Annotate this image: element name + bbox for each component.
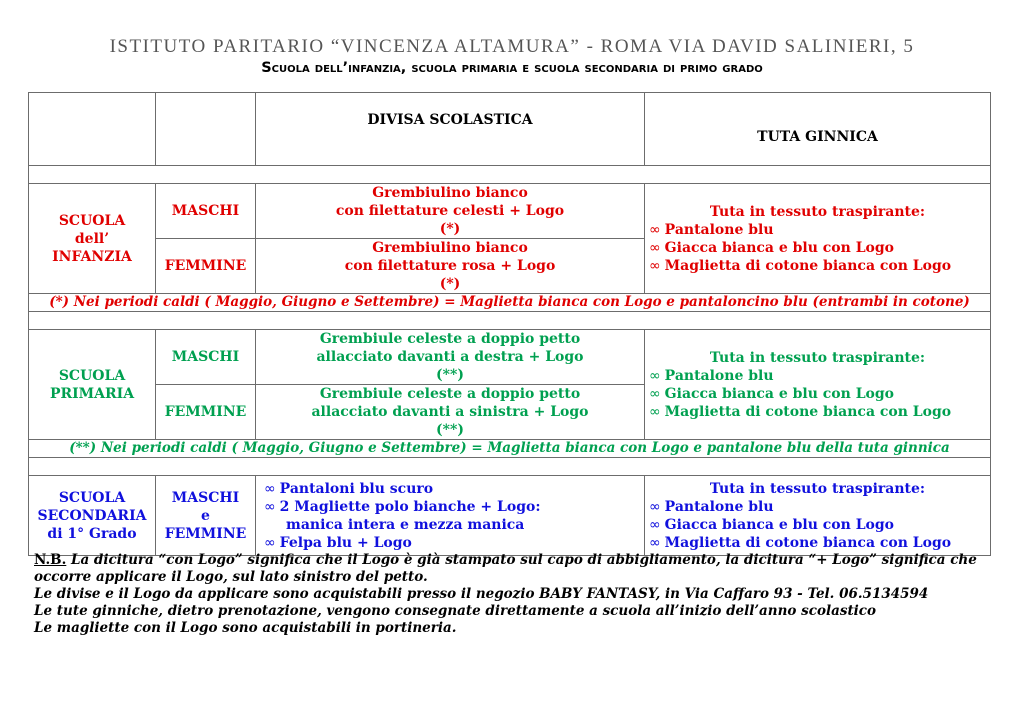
footnote-line: Le tute ginniche, dietro prenotazione, vengono consegnate direttamente a scuola all’inizio dell’anno scolastico — [34, 603, 877, 619]
document-title: ISTITUTO PARITARIO “VINCENZA ALTAMURA” - ROMA VIA DAVID SALINIERI, 5 — [109, 36, 915, 57]
bullet-icon: ∞ — [649, 221, 661, 238]
tuta-item-text: Maglietta di cotone bianca con Logo — [664, 257, 952, 274]
gender-femmine: FEMMINE — [156, 239, 256, 294]
tuta-title: Tuta in tessuto traspirante: — [709, 480, 926, 497]
empty-header-cell — [156, 93, 256, 166]
gender-label: FEMMINE — [164, 525, 247, 542]
tuta-primaria — [645, 330, 991, 440]
divisa-infanzia-maschi — [256, 184, 645, 239]
tuta-item-text: Pantalone blu — [664, 498, 774, 515]
school-label: SECONDARIA — [37, 507, 147, 524]
school-label: PRIMARIA — [49, 385, 135, 402]
divisa-subitem: manica intera e mezza manica — [286, 516, 525, 533]
footnote-line: occorre applicare il Logo, sul lato sinistro del petto. — [34, 569, 428, 585]
footnote-line: Le magliette con il Logo sono acquistabili in portineria. — [34, 620, 457, 636]
gender-label: e — [201, 507, 210, 524]
table-row — [29, 330, 991, 385]
tuta-item — [649, 498, 986, 516]
tuta-item — [649, 534, 986, 552]
tuta-title: Tuta in tessuto traspirante: — [709, 203, 926, 220]
divisa-line: (**) — [436, 367, 464, 383]
tuta-title: Tuta in tessuto traspirante: — [709, 349, 926, 366]
divisa-infanzia-femmine — [256, 239, 645, 294]
tuta-item — [649, 257, 986, 275]
divisa-line: con filettature celesti + Logo — [335, 203, 565, 219]
tuta-item-text: Maglietta di cotone bianca con Logo — [664, 403, 952, 420]
divisa-line: Grembiulino bianco — [372, 185, 528, 201]
spacer-row — [29, 458, 991, 476]
table-header-row — [29, 93, 991, 166]
school-infanzia — [29, 184, 156, 294]
divisa-item — [264, 498, 640, 516]
tuta-item-text: Giacca bianca e blu con Logo — [664, 516, 895, 533]
divisa-item-text: Pantaloni blu scuro — [279, 480, 434, 497]
col-header-divisa: DIVISA SCOLASTICA — [256, 93, 645, 166]
tuta-item-text: Pantalone blu — [664, 221, 774, 238]
divisa-line: Grembiule celeste a doppio petto — [319, 386, 581, 402]
bullet-icon: ∞ — [649, 498, 661, 515]
bullet-icon: ∞ — [649, 257, 661, 274]
school-label: dell’ — [74, 230, 110, 247]
col-header-tuta: TUTA GINNICA — [645, 93, 991, 166]
gender-label: MASCHI — [171, 489, 240, 506]
tuta-item — [649, 221, 986, 239]
footnote-line: Le divise e il Logo da applicare sono acquistabili presso il negozio BABY FANTASY, in Via Caffaro 93 - Tel. 06.5134594 — [34, 586, 929, 602]
spacer-row — [29, 312, 991, 330]
tuta-item — [649, 385, 986, 403]
divisa-line: con filettature rosa + Logo — [344, 258, 556, 274]
uniform-table — [28, 92, 991, 556]
gender-maschi: MASCHI — [156, 184, 256, 239]
bullet-icon: ∞ — [649, 367, 661, 384]
bullet-icon: ∞ — [649, 239, 661, 256]
divisa-item-text: 2 Magliette polo bianche + Logo: — [279, 498, 541, 515]
note-primaria: (**) Nei periodi caldi ( Maggio, Giugno e Settembre) = Maglietta bianca con Logo e pantalone blu della tuta ginnica — [29, 440, 991, 458]
bullet-icon: ∞ — [264, 498, 276, 515]
divisa-line: allacciato davanti a destra + Logo — [316, 349, 584, 365]
tuta-item-text: Giacca bianca e blu con Logo — [664, 239, 895, 256]
tuta-item — [649, 367, 986, 385]
document-subtitle: Scuola dell’infanzia, scuola primaria e scuola secondaria di primo grado — [261, 60, 763, 76]
divisa-secondaria — [256, 476, 645, 556]
tuta-infanzia — [645, 184, 991, 294]
footnote-line — [34, 552, 1004, 569]
bullet-icon: ∞ — [264, 534, 276, 551]
divisa-item-text: Felpa blu + Logo — [279, 534, 412, 551]
footnote-text: La dicitura “con Logo” significa che il Logo è già stampato sul capo di abbigliamento, la dicitura “+ Logo” significa che — [66, 552, 977, 568]
divisa-line: (*) — [439, 276, 461, 292]
divisa-line: (**) — [436, 422, 464, 438]
school-label: SCUOLA — [58, 212, 126, 229]
tuta-secondaria — [645, 476, 991, 556]
school-primaria — [29, 330, 156, 440]
footnotes — [34, 552, 1004, 637]
nb-label: N.B. — [34, 552, 67, 568]
divisa-primaria-femmine — [256, 385, 645, 440]
school-label: INFANZIA — [52, 248, 132, 265]
empty-header-cell — [29, 93, 156, 166]
tuta-item-text: Pantalone blu — [664, 367, 774, 384]
note-infanzia: (*) Nei periodi caldi ( Maggio, Giugno e Settembre) = Maglietta bianca con Logo e pantaloncino blu (entrambi in cotone) — [29, 294, 991, 312]
divisa-line: (*) — [439, 221, 461, 237]
spacer-row — [29, 166, 991, 184]
school-label: di 1° Grado — [47, 525, 137, 542]
tuta-item-text: Maglietta di cotone bianca con Logo — [664, 534, 952, 551]
school-label: SCUOLA — [58, 489, 126, 506]
bullet-icon: ∞ — [649, 385, 661, 402]
tuta-item — [649, 403, 986, 421]
table-row — [29, 184, 991, 239]
divisa-line: Grembiulino bianco — [372, 240, 528, 256]
divisa-primaria-maschi — [256, 330, 645, 385]
divisa-item — [264, 480, 640, 498]
table-row — [29, 476, 991, 556]
divisa-line: Grembiule celeste a doppio petto — [319, 331, 581, 347]
bullet-icon: ∞ — [649, 403, 661, 420]
bullet-icon: ∞ — [649, 516, 661, 533]
divisa-line: allacciato davanti a sinistra + Logo — [311, 404, 589, 420]
gender-femmine: FEMMINE — [156, 385, 256, 440]
bullet-icon: ∞ — [264, 480, 276, 497]
tuta-item-text: Giacca bianca e blu con Logo — [664, 385, 895, 402]
tuta-item — [649, 516, 986, 534]
gender-maschi-femmine — [156, 476, 256, 556]
school-secondaria — [29, 476, 156, 556]
gender-maschi: MASCHI — [156, 330, 256, 385]
tuta-item — [649, 239, 986, 257]
bullet-icon: ∞ — [649, 534, 661, 551]
divisa-item — [264, 534, 640, 552]
school-label: SCUOLA — [58, 367, 126, 384]
